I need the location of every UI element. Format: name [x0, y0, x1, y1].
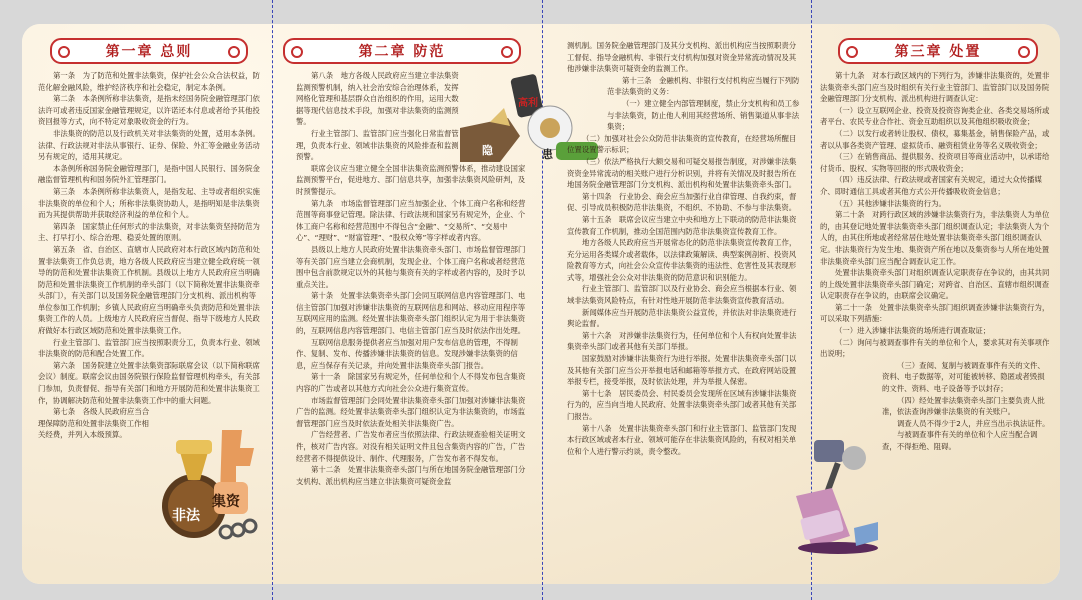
chapter-three-title [838, 38, 1038, 64]
high-interest-label: 高利 [518, 98, 538, 109]
article-11-para-2: 市场监督管理部门会同处置非法集资牵头部门加强对涉嫌非法集资广告的监测。经处置非法集资牵头部门组织认定为非法集资的，市场监督管理部门应当及时依法查处相关非法集资广告。 [296, 395, 526, 428]
article-21: 第二十一条 处置非法集资牵头部门组织调查涉嫌非法集资行为，可以采取下列措施： [820, 302, 1050, 324]
article-10: 第十条 处置非法集资牵头部门会同互联网信息内容管理部门、电信主管部门加强对涉嫌非法集资的互联网信息和网站、移动应用程序等互联网应用的监测。经处置非法集资牵头部门组织认定为用于非法集资的，互联网信息内容管理部门、电信主管部门应当及时依法作出处理。 [296, 291, 526, 336]
article-12-continued: 测机制。国务院金融管理部门及其分支机构、派出机构应当按照职责分工督促、指导金融机构、非银行支付机构加强对资金异常流动情况及其他涉嫌非法集资可疑资金的监测工作。 [567, 41, 797, 74]
article-6-7-wrap [38, 360, 260, 406]
article-13: 第十三条 金融机构、非银行支付机构应当履行下列防范非法集资的义务： [607, 75, 800, 97]
article-7: 第七条 各级人民政府应当合理保障防范和处置非法集资工作相关经费，并列入本级预算。 [38, 407, 150, 440]
gavel-money-illustration [792, 436, 884, 556]
chapter-two-continued-body [567, 40, 801, 457]
title-ornament-right-icon [228, 46, 240, 58]
article-5: 第五条 省、自治区、直辖市人民政府对本行政区域内防范和处置非法集资工作负总责，地方各级人民政府应当建立健全政府统一领导的防范和处置非法集资工作机制。县级以上地方人民政府应当明确防范和处置非法集资工作机制的牵头部门（以下简称处置非法集资牵头部门），有关部门以及国务院金融管理部门分支机构、派出机构等单位参加工作机制；乡镇人民政府应当明确牵头负责防范和处置非法集资工作的人员。上级地方人民政府应当督促、指导下级地方人民政府做好本行政区域防范和处置非法集资工作。 [38, 244, 260, 336]
article-9-para-2: 县级以上地方人民政府处置非法集资牵头部门、市场监督管理部门等有关部门应当建立会商机制，发现企业、个体工商户名称或者经营范围中包含前款规定以外的其他与集资有关的字样或者内容的，及时予以重点关注。 [296, 244, 526, 289]
shackle-lock-illustration [150, 422, 268, 542]
hidden-label: 隐 [482, 144, 493, 157]
fundraising-badge-label: 集资 [212, 494, 240, 510]
article-19: 第十九条 对本行政区域内的下列行为，涉嫌非法集资的，处置非法集资牵头部门应当及时组织有关行业主管部门、监管部门以及国务院金融管理部门分支机构、派出机构进行调查认定： [820, 71, 1050, 104]
article-19-item-2: （二）以发行或者转让股权、债权，募集基金，销售保险产品，或者以从事各类资产管理、虚拟货币、融资租赁业务等名义吸收资金； [820, 128, 1050, 150]
chapter-two-intro [296, 70, 462, 163]
article-21-item-4: （四）经处置非法集资牵头部门主要负责人批准，依法查询涉嫌非法集资的有关账户。 [882, 395, 1045, 417]
article-8-para-3: 联席会议应当建立健全全国非法集资监测预警体系，推动建设国家监测预警平台，促进地方、部门信息共享，加强非法集资风险研判，及时预警提示。 [296, 163, 526, 196]
article-21-lower-block [882, 360, 1050, 453]
title-ornament-left-icon [291, 46, 303, 58]
article-1: 第一条 为了防范和处置非法集资，保护社会公众合法权益，防范化解金融风险，维护经济秩序和社会稳定，制定本条例。 [38, 71, 260, 92]
danger-label: 患 [542, 148, 553, 161]
title-ornament-right-icon [501, 46, 513, 58]
article-17: 第十七条 居民委员会、村民委员会发现所在区域有涉嫌非法集资行为的，应当向当地人民政府、处置非法集资牵头部门或者其他有关部门报告。 [567, 388, 797, 421]
article-9: 第九条 市场监督管理部门应当加强企业、个体工商户名称和经营范围等商事登记管理。除法律、行政法规和国家另有规定外，企业、个体工商户名称和经营范围中不得包含“金融”、“交易所”、“交易中心”、“理财”、“财富管理”、“股权众筹”等字样或者内容。 [296, 198, 526, 243]
article-19-item-5: （五）其他涉嫌非法集资的行为。 [835, 198, 946, 208]
article-4: 第四条 国家禁止任何形式的非法集资，对非法集资坚持防范为主、打早打小、综合治理、稳妥处置的原则。 [38, 221, 260, 243]
article-21-para-2: 调查人员不得少于2人，并应当出示执法证件。 [897, 418, 1050, 428]
fold-line-1 [272, 0, 273, 600]
article-2-para-2: 非法集资的防范以及行政机关对非法集资的处置，适用本条例。法律、行政法规对非法从事银行、证券、保险、外汇等金融业务活动另有规定的，适用其规定。 [38, 128, 260, 162]
article-18: 第十八条 处置非法集资牵头部门和行业主管部门、监管部门发现本行政区域或者本行业、领域可能存在非法集资风险的，有权对相关单位和个人进行警示约谈，责令整改。 [567, 423, 797, 456]
article-21-item-3: （三）查阅、复制与被调查事件有关的文件、资料、电子数据等，对可能被转移、隐匿或者毁损的文件、资料、电子设备等予以封存； [882, 360, 1045, 394]
article-20: 第二十条 对跨行政区域的涉嫌非法集资行为，非法集资人为单位的，由其登记地处置非法集资牵头部门组织调查认定；非法集资人为个人的，由其住所地或者经常居住地处置非法集资牵头部门组织调查认定。非法集资行为发生地、集资资产所在地以及集资参与人所在地处置非法集资牵头部门应当配合调查认定工作。 [820, 210, 1050, 266]
article-19-item-4: （四）违反法律、行政法规或者国家有关规定，通过大众传播媒介、即时通信工具或者其他方式公开传播吸收资金信息； [820, 175, 1042, 196]
chapter-one-body [38, 70, 262, 441]
article-21-item-2: （二）询问与被调查事件有关的单位和个人，要求其对有关事项作出说明； [820, 337, 1050, 359]
chapter-one-title-text: 第一章 总则 [105, 44, 193, 60]
article-15-para-2: 地方各级人民政府应当开展常态化的防范非法集资宣传教育工作，充分运用各类媒介或者载体，以法律政策解读、典型案例剖析、投资风险教育等方式，向社会公众宣传非法集资的违法性、危害性及其表现形式等，增强社会公众对非法集资的防范意识和识别能力。 [567, 238, 797, 282]
article-11-para-3: 广告经营者、广告发布者应当依照法律、行政法规查验相关证明文件，核对广告内容。对没有相关证明文件且包含集资内容的广告，广告经营者不得提供设计、制作、代理服务，广告发布者不得发布。 [296, 430, 526, 463]
article-21-para-3: 与被调查事件有关的单位和个人应当配合调查，不得拒绝、阻碍。 [882, 430, 1038, 451]
title-ornament-left-icon [846, 46, 858, 58]
article-11: 第十一条 除国家另有规定外，任何单位和个人不得发布包含集资内容的广告或者以其他方式向社会公众进行集资宣传。 [296, 372, 526, 394]
article-8: 第八条 地方各级人民政府应当建立非法集资监测预警机制，纳入社会治安综合治理体系，发挥网格化管理和基层群众自治组织的作用，运用大数据等现代信息技术手段，加强对非法集资的监测预警。 [296, 71, 459, 127]
article-13-block [607, 75, 801, 133]
article-12: 第十二条 处置非法集资牵头部门与所在地国务院金融管理部门分支机构、派出机构应当建立非法集资可疑资金监 [296, 465, 526, 486]
chapter-two-title-text: 第二章 防范 [358, 44, 446, 60]
article-16-para-2: 国家鼓励对涉嫌非法集资行为进行举报。处置非法集资牵头部门以及其他有关部门应当公开举报电话和邮箱等举报方式、在政府网站设置举报专栏，接受举报，及时依法处理，并为举报人保密。 [567, 354, 797, 387]
chapter-one-title [50, 38, 248, 64]
article-20-para-2: 处置非法集资牵头部门对组织调查认定职责存在争议的，由其共同的上级处置非法集资牵头部门确定；对跨省、自治区、直辖市组织调查认定职责存在争议的，由联席会议确定。 [820, 268, 1050, 301]
article-14: 第十四条 行业协会、商会应当加强行业自律管理、自我约束，督促、引导成员积极防范非法集资，不组织、不协助、不参与非法集资。 [567, 191, 797, 213]
title-ornament-left-icon [58, 46, 70, 58]
article-8-para-2: 行业主管部门、监管部门应当强化日常监督管理，负责本行业、领域非法集资的风险排查和监测预警。 [296, 128, 459, 162]
article-13-item-1: （一）建立健全内部管理制度，禁止分支机构和员工参与非法集资，防止他人利用其经营场所、销售渠道从事非法集资； [607, 98, 800, 132]
article-10-para-2: 互联网信息服务提供者应当加强对用户发布信息的管理，不得制作、复制、发布、传播涉嫌非法集资的信息。发现涉嫌非法集资的信息，应当保存有关记录，并向处置非法集资牵头部门报告。 [296, 337, 518, 370]
article-6: 第六条 国务院建立处置非法集资部际联席会议（以下简称联席会议）制度。联席会议由国务院银行保险监督管理机构牵头，有关部门参加，负责督促、指导有关部门和地方开展防范和处置非法集资工作，协调解决防范和处置非法集资工作中的重大问题。 [38, 360, 260, 405]
chapter-three-title-text: 第三章 处置 [894, 44, 982, 60]
article-15-para-3: 行业主管部门、监管部门以及行业协会、商会应当根据本行业、领域非法集资风险特点，有针对性地开展防范非法集资宣传教育活动。 [567, 284, 797, 306]
article-19-item-1: （一）设立互联网企业、投资及投资咨询类企业、各类交易场所或者平台、农民专业合作社、资金互助组织以及其他组织吸收资金； [820, 105, 1050, 127]
article-15: 第十五条 联席会议应当建立中央和地方上下联动的防范非法集资宣传教育工作机制，推动全国范围内防范非法集资宣传教育工作。 [567, 214, 797, 236]
article-21-item-1: （一）进入涉嫌非法集资的场所进行调查取证； [835, 326, 991, 336]
chapter-three-body [820, 70, 1050, 453]
title-ornament-right-icon [1018, 46, 1030, 58]
article-2-para-3: 本条例所称国务院金融管理部门，是指中国人民银行、国务院金融监督管理机构和国务院外汇管理部门。 [38, 163, 260, 185]
article-19-item-3: （三）在销售商品、提供服务、投资项目等商业活动中，以承诺给付货币、股权、实物等回报的形式吸收资金； [820, 152, 1050, 173]
article-3: 第三条 本条例所称非法集资人，是指发起、主导或者组织实施非法集资的单位和个人；所称非法集资协助人，是指明知是非法集资而为其提供帮助并获取经济利益的单位和个人。 [38, 186, 260, 220]
article-5-para-2: 行业主管部门、监管部门应当按照职责分工，负责本行业、领域非法集资的防范和配合处置工作。 [38, 337, 260, 359]
article-2: 第二条 本条例所称非法集资，是指未经国务院金融管理部门依法许可或者违反国家金融管理规定，以许诺还本付息或者给予其他投资回报等方式，向不特定对象吸收资金的行为。 [38, 94, 260, 127]
article-16: 第十六条 对涉嫌非法集资行为，任何单位和个人有权向处置非法集资牵头部门或者其他有关部门举报。 [567, 330, 797, 352]
article-15-para-4: 新闻媒体应当开展防范非法集资公益宣传，并依法对非法集资进行舆论监督。 [567, 307, 797, 329]
illegal-badge-label: 非法 [172, 508, 200, 524]
article-13-item-3: （三）依法严格执行大额交易和可疑交易报告制度，对涉嫌非法集资资金异常流动的相关账户进行分析识别，并将有关情况及时报告所在地国务院金融管理部门分支机构、派出机构和处置非法集资牵头部门。 [567, 156, 797, 190]
article-13-item-2: （二）加强对社会公众防范非法集资的宣传教育，在经营场所醒目位置设置警示标识； [567, 133, 797, 155]
